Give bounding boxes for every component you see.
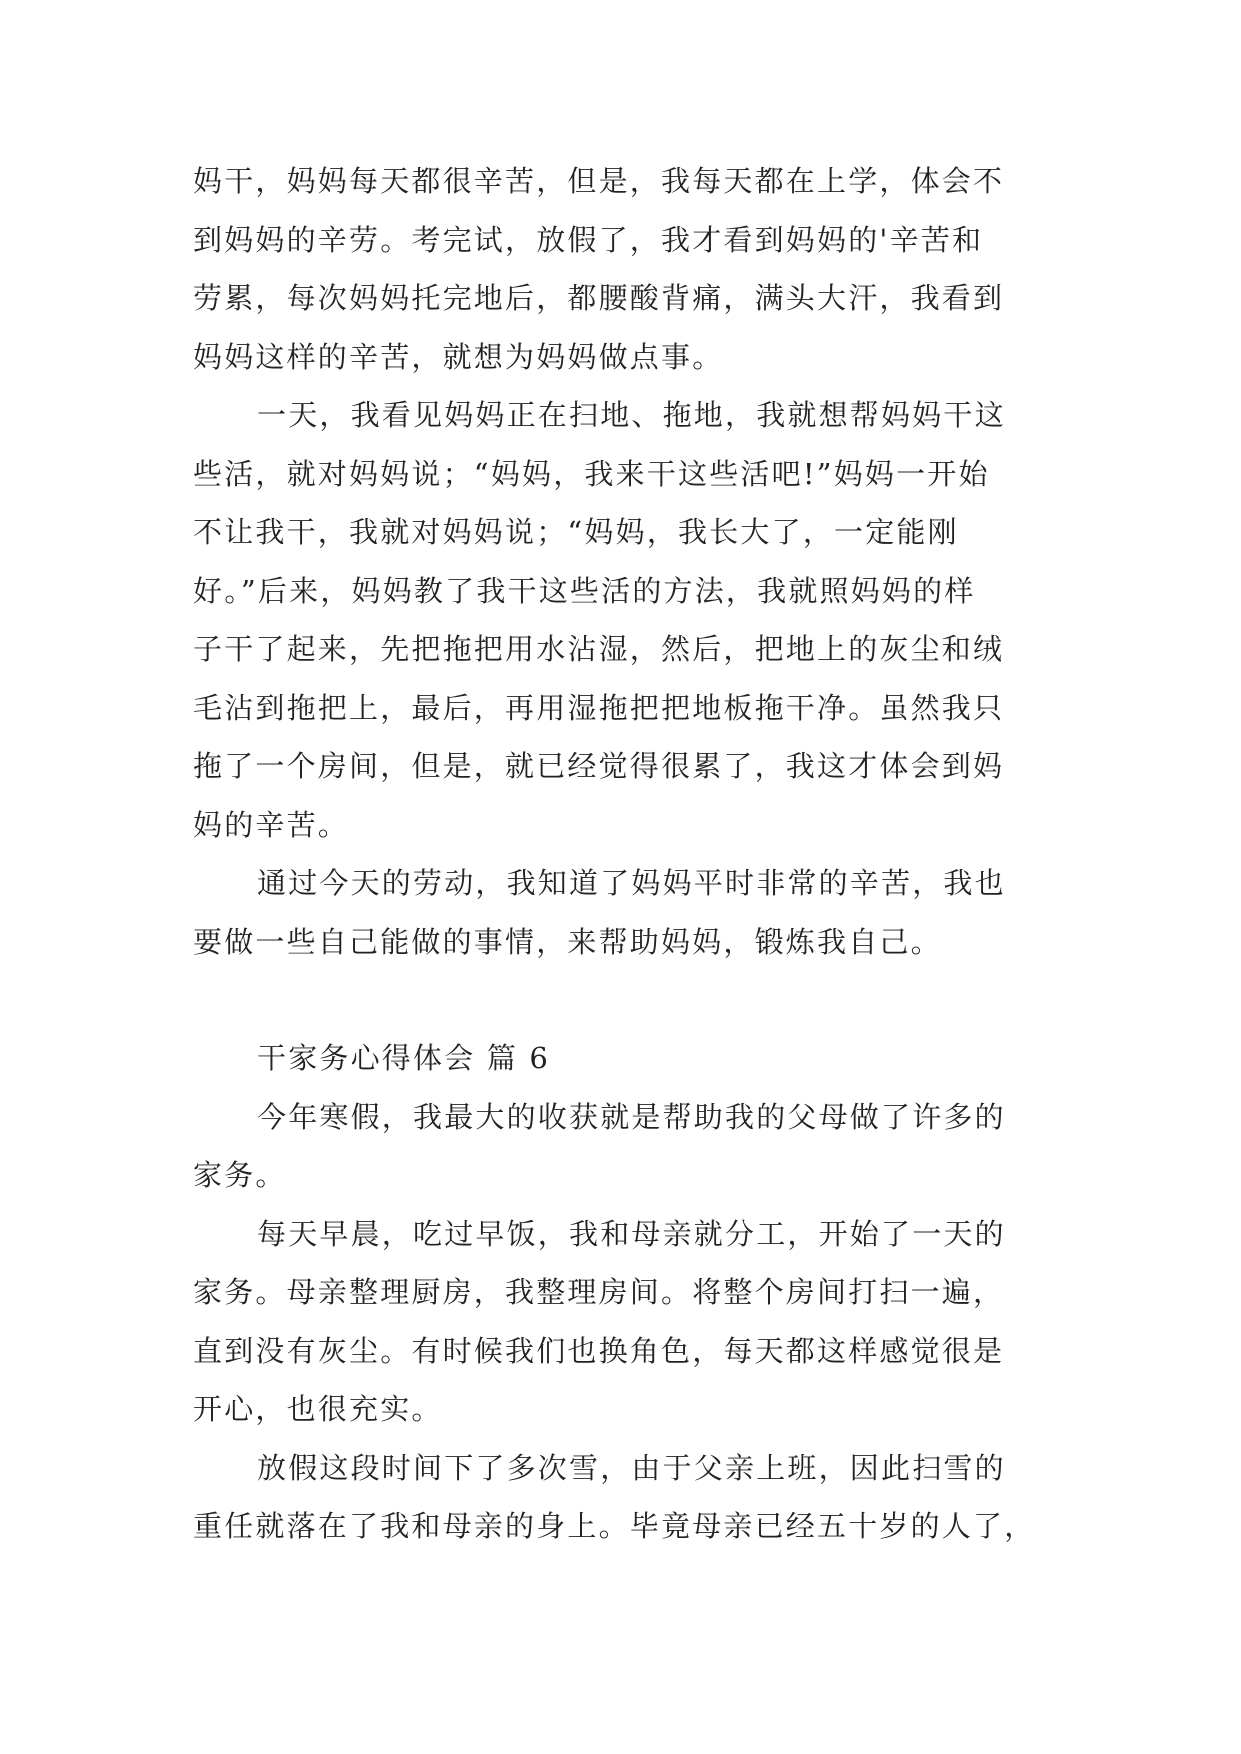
text-line: 一天，我看见妈妈正在扫地、拖地，我就想帮妈妈干这 — [257, 398, 1006, 432]
text-line: 子干了起来，先把拖把用水沾湿，然后，把地上的灰尘和绒 — [193, 632, 1005, 666]
text-line: 妈干，妈妈每天都很辛苦，但是，我每天都在上学，体会不 — [193, 164, 1005, 198]
document-body — [193, 152, 1061, 1556]
text-line: 直到没有灰尘。有时候我们也换角色，每天都这样感觉很是 — [193, 1333, 1005, 1368]
text-line: 重任就落在了我和母亲的身上。毕竟母亲已经五十岁的人了， — [193, 1509, 1036, 1543]
text-line: 些活，就对妈妈说；“妈妈，我来干这些活吧!”妈妈一开始 — [193, 456, 990, 491]
text-line: 毛沾到拖把上，最后，再用湿拖把把地板拖干净。虽然我只 — [193, 690, 1005, 725]
text-line: 拖了一个房间，但是，就已经觉得很累了，我这才体会到妈 — [193, 749, 1005, 783]
paragraph — [193, 854, 1061, 971]
text-line: 放假这段时间下了多次雪，由于父亲上班，因此扫雪的 — [257, 1450, 1006, 1485]
text-line: 妈妈这样的辛苦，就想为妈妈做点事。 — [193, 339, 724, 374]
paragraph — [193, 1088, 1061, 1205]
text-line: 劳累，每次妈妈托完地后，都腰酸背痛，满头大汗，我看到 — [193, 281, 1005, 315]
text-line: 好。”后来，妈妈教了我干这些活的方法，我就照妈妈的样 — [193, 573, 976, 608]
paragraph — [193, 1205, 1061, 1439]
text-line: 到妈妈的辛劳。考完试，放假了，我才看到妈妈的'辛苦和 — [193, 222, 984, 257]
text-line: 不让我干，我就对妈妈说；“妈妈，我长大了，一定能刚 — [193, 515, 959, 549]
paragraph — [193, 152, 1061, 386]
paragraph — [193, 386, 1061, 854]
text-line: 家务。 — [193, 1158, 287, 1192]
text-line: 家务。母亲整理厨房，我整理房间。将整个房间打扫一遍， — [193, 1275, 1005, 1309]
text-line: 今年寒假，我最大的收获就是帮助我的父母做了许多的 — [257, 1099, 1006, 1134]
text-line: 开心，也很充实。 — [193, 1392, 443, 1426]
text-line: 妈的辛苦。 — [193, 807, 350, 842]
text-line: 每天早晨，吃过早饭，我和母亲就分工，开始了一天的 — [257, 1216, 1006, 1251]
text-line: 要做一些自己能做的事情，来帮助妈妈，锻炼我自己。 — [193, 924, 942, 959]
section-heading: 干家务心得体会 篇 6 — [257, 1041, 551, 1075]
text-line: 通过今天的劳动，我知道了妈妈平时非常的辛苦，我也 — [257, 866, 1006, 900]
paragraph — [193, 1439, 1061, 1556]
